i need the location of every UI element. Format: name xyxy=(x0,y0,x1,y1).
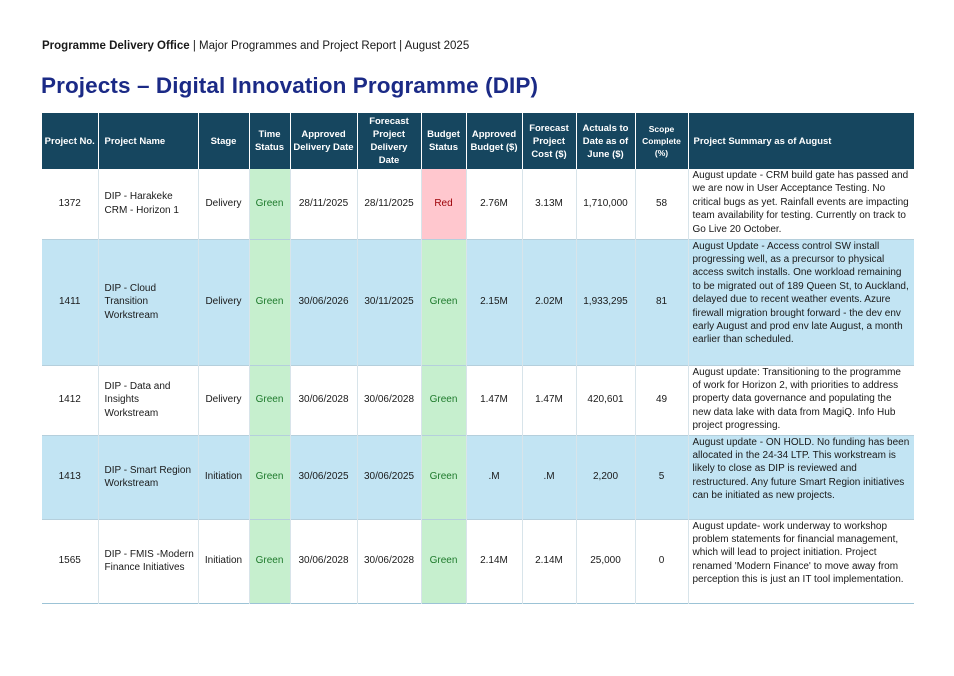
cell-forecast-cost: .M xyxy=(522,435,576,519)
cell-forecast-cost: 2.02M xyxy=(522,239,576,365)
cell-approved-delivery-date: 30/06/2026 xyxy=(290,239,357,365)
cell-budget-status: Green xyxy=(421,519,466,603)
cell-budget-status: Green xyxy=(421,365,466,435)
table-header-row xyxy=(42,113,914,169)
cell-scope-complete: 58 xyxy=(635,169,688,239)
cell-project-name: DIP - Harakeke CRM - Horizon 1 xyxy=(98,169,198,239)
cell-forecast-delivery-date: 28/11/2025 xyxy=(357,169,421,239)
cell-time-status: Green xyxy=(249,365,290,435)
column-header-actuals-to-date: Actuals to Date as of June ($) xyxy=(576,113,635,169)
cell-forecast-cost: 1.47M xyxy=(522,365,576,435)
cell-project-name: DIP - Cloud Transition Workstream xyxy=(98,239,198,365)
cell-actuals-to-date: 25,000 xyxy=(576,519,635,603)
column-header-scope-complete: Scope Complete (%) xyxy=(635,113,688,169)
cell-approved-budget: 2.76M xyxy=(466,169,522,239)
cell-scope-complete: 0 xyxy=(635,519,688,603)
column-header-project-name: Project Name xyxy=(98,113,198,169)
cell-forecast-delivery-date: 30/06/2028 xyxy=(357,365,421,435)
table-row xyxy=(42,169,914,239)
column-header-budget-status: Budget Status xyxy=(421,113,466,169)
cell-actuals-to-date: 420,601 xyxy=(576,365,635,435)
cell-scope-complete: 81 xyxy=(635,239,688,365)
cell-stage: Initiation xyxy=(198,519,249,603)
cell-project-name: DIP - FMIS -Modern Finance Initiatives xyxy=(98,519,198,603)
column-header-approved-budget: Approved Budget ($) xyxy=(466,113,522,169)
cell-stage: Delivery xyxy=(198,365,249,435)
cell-project-no: 1372 xyxy=(42,169,98,239)
cell-project-summary: August update - CRM build gate has passed and we are now in User Acceptance Testing. No critical bugs as yet. Rainfall events are impacting team availability for testing. Currently on track to Go Live 20 October. xyxy=(688,169,914,239)
cell-time-status: Green xyxy=(249,239,290,365)
header-separator: | xyxy=(189,40,200,52)
cell-time-status: Green xyxy=(249,169,290,239)
cell-stage: Initiation xyxy=(198,435,249,519)
cell-forecast-delivery-date: 30/06/2025 xyxy=(357,435,421,519)
cell-actuals-to-date: 1,933,295 xyxy=(576,239,635,365)
report-subtitle: Major Programmes and Project Report | August 2025 xyxy=(199,40,470,52)
cell-project-name: DIP - Smart Region Workstream xyxy=(98,435,198,519)
table-row xyxy=(42,365,914,435)
cell-time-status: Green xyxy=(249,519,290,603)
cell-approved-delivery-date: 30/06/2028 xyxy=(290,365,357,435)
column-header-stage: Stage xyxy=(198,113,249,169)
cell-stage: Delivery xyxy=(198,239,249,365)
table-row xyxy=(42,239,914,365)
cell-project-no: 1411 xyxy=(42,239,98,365)
column-header-approved-delivery-date: Approved Delivery Date xyxy=(290,113,357,169)
column-header-forecast-cost: Forecast Project Cost ($) xyxy=(522,113,576,169)
cell-approved-budget: 2.15M xyxy=(466,239,522,365)
column-header-time-status: Time Status xyxy=(249,113,290,169)
cell-approved-delivery-date: 30/06/2028 xyxy=(290,519,357,603)
report-header xyxy=(42,40,469,52)
cell-project-summary: August update - ON HOLD. No funding has been allocated in the 24-34 LTP. This workstream is likely to close as DIP is reviewed and restructured. Any future Smart Region initiatives can be initiated as new projects. xyxy=(688,435,914,519)
cell-project-summary: August update- work underway to workshop problem statements for financial management, which will lead to project initiation. Project renamed 'Modern Finance' to move away from perception this is just an IT tool implementation. xyxy=(688,519,914,603)
cell-project-summary: August update: Transitioning to the programme of work for Horizon 2, with priorities to address property data governance and populating the new data lake with data from MagiQ. Info Hub project progressing. xyxy=(688,365,914,435)
cell-project-name: DIP - Data and Insights Workstream xyxy=(98,365,198,435)
cell-stage: Delivery xyxy=(198,169,249,239)
cell-time-status: Green xyxy=(249,435,290,519)
cell-scope-complete: 5 xyxy=(635,435,688,519)
column-header-forecast-delivery-date: Forecast Project Delivery Date xyxy=(357,113,421,169)
cell-approved-budget: 2.14M xyxy=(466,519,522,603)
org-name: Programme Delivery Office xyxy=(42,40,190,52)
cell-approved-delivery-date: 30/06/2025 xyxy=(290,435,357,519)
cell-forecast-cost: 3.13M xyxy=(522,169,576,239)
cell-forecast-delivery-date: 30/06/2028 xyxy=(357,519,421,603)
table-row xyxy=(42,519,914,603)
projects-table xyxy=(42,113,914,604)
cell-budget-status: Red xyxy=(421,169,466,239)
cell-budget-status: Green xyxy=(421,435,466,519)
cell-project-summary: August Update - Access control SW install progressing well, as a precursor to physical access switch installs. One workload remaining to be migrated out of 189 Queen St, to Auckland, delayed due to recent weather events. Azure firewall migration brought forward - the dev env early August and prod env late August, a month earlier than scheduled. xyxy=(688,239,914,365)
cell-approved-budget: .M xyxy=(466,435,522,519)
cell-approved-budget: 1.47M xyxy=(466,365,522,435)
cell-forecast-cost: 2.14M xyxy=(522,519,576,603)
cell-project-no: 1412 xyxy=(42,365,98,435)
cell-budget-status: Green xyxy=(421,239,466,365)
table-row xyxy=(42,435,914,519)
cell-actuals-to-date: 2,200 xyxy=(576,435,635,519)
cell-project-no: 1565 xyxy=(42,519,98,603)
cell-project-no: 1413 xyxy=(42,435,98,519)
page-title: Projects – Digital Innovation Programme (DIP) xyxy=(41,73,539,98)
column-header-project-no: Project No. xyxy=(42,113,98,169)
column-header-project-summary: Project Summary as of August xyxy=(688,113,914,169)
cell-approved-delivery-date: 28/11/2025 xyxy=(290,169,357,239)
cell-scope-complete: 49 xyxy=(635,365,688,435)
cell-actuals-to-date: 1,710,000 xyxy=(576,169,635,239)
cell-forecast-delivery-date: 30/11/2025 xyxy=(357,239,421,365)
